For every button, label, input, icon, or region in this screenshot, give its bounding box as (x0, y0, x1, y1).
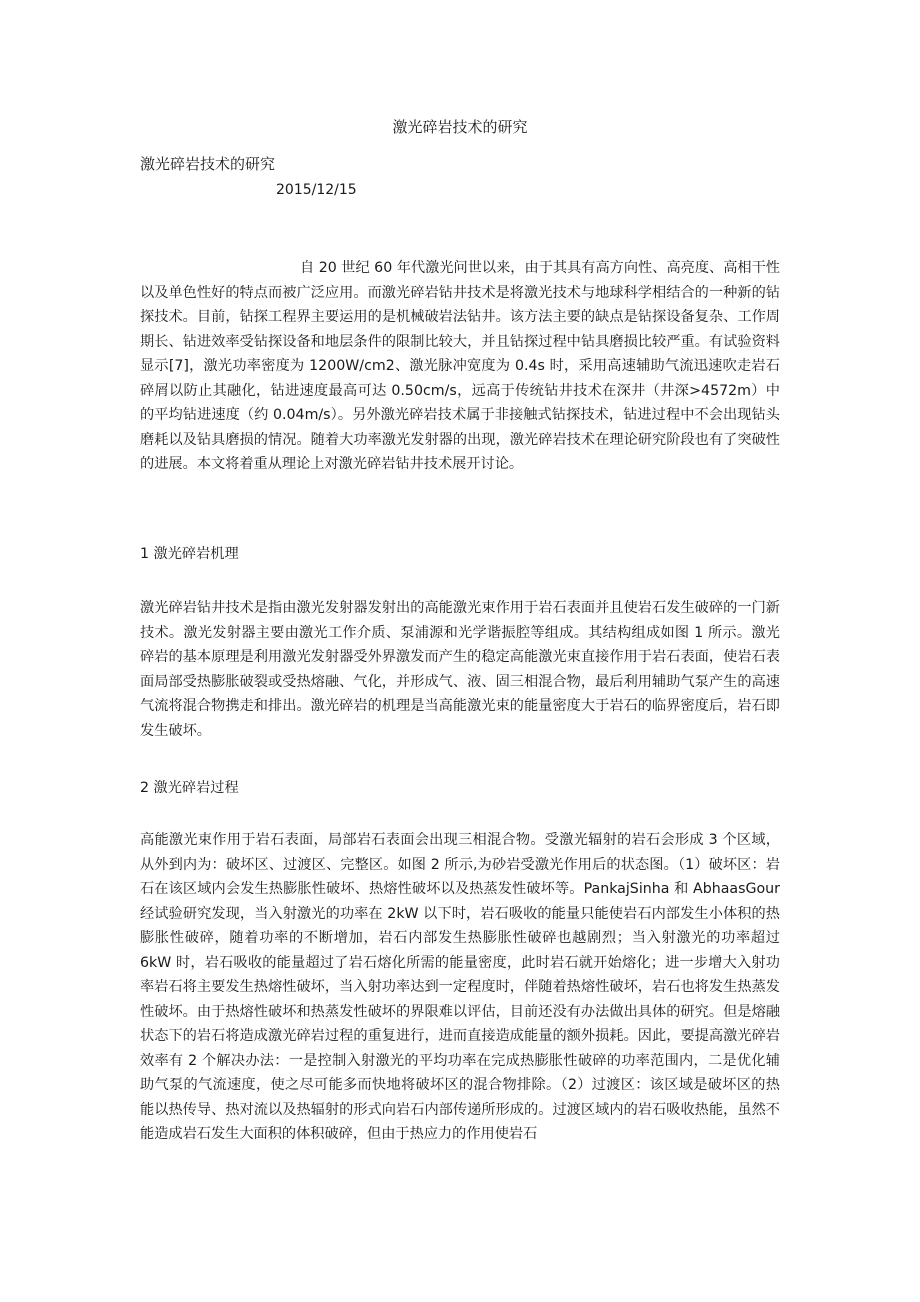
section-2-paragraph: 高能激光束作用于岩石表面，局部岩石表面会出现三相混合物。受激光辐射的岩石会形成 3 个区域，从外到内为：破坏区、过渡区、完整区。如图 2 所示,为砂岩受激光作用后的状态图。（1）破坏区：岩石在该区域内会发生热膨胀性破坏、热熔性破坏以及热蒸发性破坏等。PankajSinha 和 AbhaasGour 经试验研究发现，当入射激光的功率在 2kW 以下时，岩石吸收的能量只能使岩石内部发生小体积的热膨胀性破碎，随着功率的不断增加，岩石内部发生热膨胀性破碎也越剧烈；当入射激光的功率超过 6kW 时，岩石吸收的能量超过了岩石熔化所需的能量密度，此时岩石就开始熔化；进一步增大入射功率岩石将主要发生热熔性破坏，当入射功率达到一定程度时，伴随着热熔性破坏，岩石也将发生热蒸发性破坏。由于热熔性破坏和热蒸发性破坏的界限难以评估，目前还没有办法做出具体的研究。但是熔融状态下的岩石将造成激光碎岩过程的重复进行，进而直接造成能量的额外损耗。因此，要提高激光碎岩效率有 2 个解决办法：一是控制入射激光的平均功率在完成热膨胀性破碎的功率范围内，二是优化辅助气泵的气流速度，使之尽可能多而快地将破坏区的混合物排除。（2）过渡区：该区域是破坏区的热能以热传导、热对流以及热辐射的形式向岩石内部传递所形成的。过渡区域内的岩石吸收热能，虽然不能造成岩石发生大面积的体积破碎，但由于热应力的作用使岩石 (140, 832, 780, 1142)
section-2-heading: 2 激光碎岩过程 (140, 780, 239, 796)
document-title: 激光碎岩技术的研究 (392, 118, 528, 136)
section-1-heading: 1 激光碎岩机理 (140, 546, 239, 562)
document-date: 2015/12/15 (276, 182, 357, 198)
section-1-paragraph: 激光碎岩钻井技术是指由激光发射器发射出的高能激光束作用于岩石表面并且使岩石发生破碎的一门新技术。激光发射器主要由激光工作介质、泵浦源和光学谐振腔等组成。其结构组成如图 1 所示。激光碎岩的基本原理是利用激光发射器受外界激发而产生的稳定高能激光束直接作用于岩石表面，使岩石表面局部受热膨胀破裂或受热熔融、气化，并形成气、液、固三相混合物，最后利用辅助气泵产生的高速气流将混合物携走和排出。激光碎岩的机理是当高能激光束的能量密度大于岩石的临界密度后，岩石即发生破坏。 (140, 600, 780, 739)
intro-paragraph: 自 20 世纪 60 年代激光问世以来，由于其具有高方向性、高亮度、高相干性以及单色性好的特点而被广泛应用。而激光碎岩钻井技术是将激光技术与地球科学相结合的一种新的钻探技术。目前，钻探工程界主要运用的是机械破岩法钻井。该方法主要的缺点是钻探设备复杂、工作周期长、钻进效率受钻探设备和地层条件的限制比较大，并且钻探过程中钻具磨损比较严重。有试验资料显示[7]，激光功率密度为 1200W/cm2、激光脉冲宽度为 0.4s 时，采用高速辅助气流迅速吹走岩石碎屑以防止其融化，钻进速度最高可达 0.50cm/s，远高于传统钻井技术在深井（井深>4572m）中的平均钻进速度（约 0.04m/s）。另外激光碎岩技术属于非接触式钻探技术，钻进过程中不会出现钻头磨耗以及钻具磨损的情况。随着大功率激光发射器的出现，激光碎岩技术在理论研究阶段也有了突破性的进展。本文将着重从理论上对激光碎岩钻井技术展开讨论。 (140, 260, 780, 472)
document-subtitle: 激光碎岩技术的研究 (140, 155, 276, 173)
